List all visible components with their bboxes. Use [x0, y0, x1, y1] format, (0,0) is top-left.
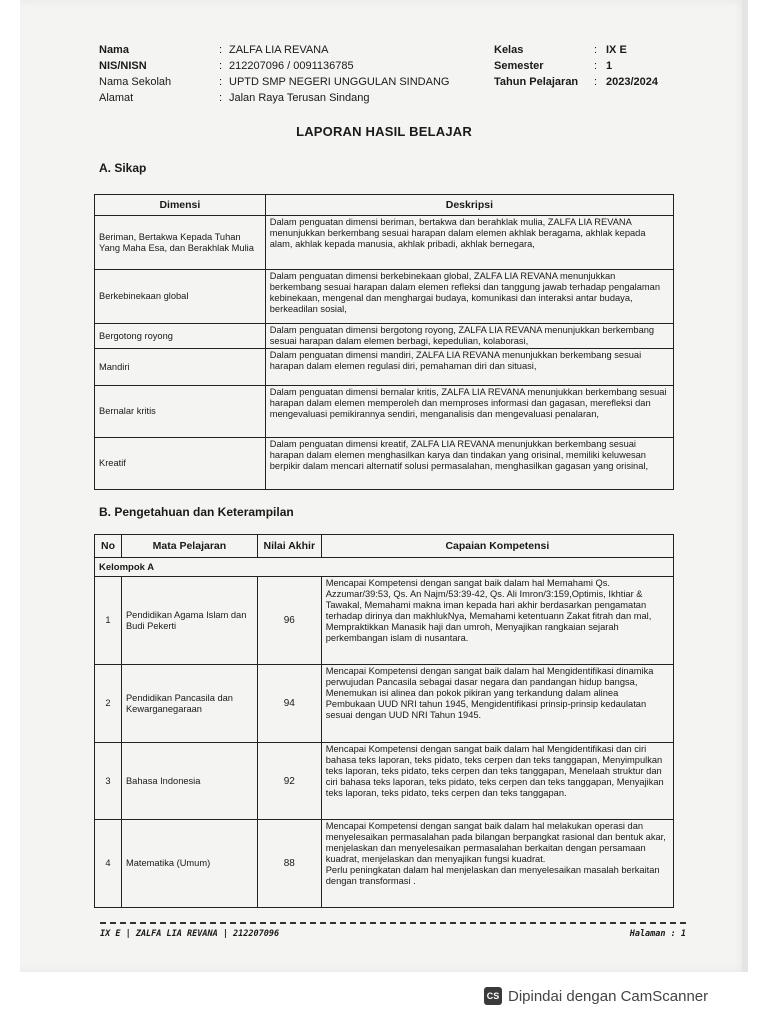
table-row [95, 577, 674, 665]
nilai-cell: 94 [257, 665, 321, 743]
scan-edge [742, 0, 748, 972]
no-header: No [95, 535, 122, 558]
table-row [95, 743, 674, 820]
section-b-heading: B. Pengetahuan dan Keterampilan [99, 505, 294, 519]
no-cell: 4 [95, 820, 122, 908]
school-label: Nama Sekolah [99, 76, 172, 88]
table-row [95, 216, 674, 270]
mapel-cell: Pendidikan Pancasila dan Kewarganegaraan [121, 665, 257, 743]
camscanner-watermark [484, 987, 708, 1005]
nilai-cell: 96 [257, 577, 321, 665]
page-number: Halaman : 1 [629, 929, 686, 939]
watermark-text: Dipindai dengan CamScanner [508, 987, 709, 1005]
nis-label: NIS/NISN [99, 60, 147, 72]
deskripsi-cell: Dalam penguatan dimensi bergotong royong, ZALFA LIA REVANA menunjukkan berkembang sesuai harapan dalam elemen berbagi, kepedulian, kolaborasi, [265, 324, 673, 349]
group-label: Kelompok A [95, 558, 674, 577]
deskripsi-cell: Dalam penguatan dimensi mandiri, ZALFA LIA REVANA menunjukkan berkembang sesuai harapan dalam elemen regulasi diri, pemahaman diri dan situasi, [265, 349, 673, 386]
table-row [95, 349, 674, 386]
address-value: Jalan Raya Terusan Sindang [229, 92, 370, 104]
class-value: IX E [606, 44, 627, 56]
capaian-header: Capaian Kompetensi [321, 535, 673, 558]
dimensi-header: Dimensi [95, 195, 266, 216]
capaian-cell: Mencapai Kompetensi dengan sangat baik dalam hal Mengidentifikasi dinamika perwujudan Pancasila sebagai dasar negara dan pandangan hidup bangsa, Menemukan isi alinea dan pokok pikiran yang terkandung dalam alinea Pembukaan UUD NRI tahun 1945, Mengidentifikasi prinsip-prinsip kedaulatan sesuai dengan UUD NRI Tahun 1945. [321, 665, 673, 743]
class-label: Kelas [494, 44, 524, 56]
capaian-cell: Mencapai Kompetensi dengan sangat baik dalam hal Mengidentifikasi dan ciri bahasa teks laporan, teks pidato, teks cerpen dan teks tanggapan, Menyimpulkan teks laporan, teks pidato, teks cerpen dan teks tanggapan, Menelaah struktur dan ciri bahasa teks laporan, teks pidato, teks cerpen dan teks tanggapan, Menyajikan teks laporan, teks pidato, teks cerpen dan teks tanggapan. [321, 743, 673, 820]
class-info: Kelas : IX E Semester : 1 Tahun Pelajaran : 2023/2024 [494, 44, 658, 88]
deskripsi-cell: Dalam penguatan dimensi beriman, bertakwa dan berahklak mulia, ZALFA LIA REVANA menunjukkan berkembang sesuai harapan dalam elemen akhlak beragama, akhlak kepada alam, akhlak kepada manusia, akhlak pribadi, akhlak bernegara, [265, 216, 673, 270]
nis-value: 212207096 / 0091136785 [229, 60, 354, 72]
camscanner-logo-icon: CS [484, 987, 502, 1005]
no-cell: 3 [95, 743, 122, 820]
school-value: UPTD SMP NEGERI UNGGULAN SINDANG [229, 76, 450, 88]
year-label: Tahun Pelajaran [494, 76, 579, 88]
mapel-cell: Pendidikan Agama Islam dan Budi Pekerti [121, 577, 257, 665]
page-footer [100, 922, 686, 939]
no-cell: 2 [95, 665, 122, 743]
report-title: LAPORAN HASIL BELAJAR [296, 124, 472, 139]
capaian-cell: Mencapai Kompetensi dengan sangat baik dalam hal melakukan operasi dan menyelesaikan permasalahan pada bilangan berpangkat rasional dan bentuk akar, menjelaskan dan menyelesaikan permasalahan berkaitan dengan persamaan kuadrat, menjelaskan dan menyajikan fungsi kuadrat. Perlu peningkatan dalam hal menjelaskan dan menyelesaikan masalah berkaitan dengan transformasi . [321, 820, 673, 908]
no-cell: 1 [95, 577, 122, 665]
deskripsi-cell: Dalam penguatan dimensi berkebinekaan global, ZALFA LIA REVANA menunjukkan berkembang sesuai harapan dalam elemen refleksi dan tanggung jawab terhadap pengalaman kebinekaan, mengenal dan menghargai budaya, komunikasi dan interaksi antar budaya, berkeadilan sosial, [265, 270, 673, 324]
table-row [95, 270, 674, 324]
year-value: 2023/2024 [606, 76, 658, 88]
knowledge-table [94, 534, 674, 908]
dimensi-cell: Mandiri [95, 349, 266, 386]
deskripsi-cell: Dalam penguatan dimensi kreatif, ZALFA LIA REVANA menunjukkan berkembang sesuai harapan dalam elemen menghasilkan karya dan tindakan yang orisinal, memiliki keluwesan berpikir dalam mencari alternatif solusi permasalahan, menghasilkan gagasan yang orisinal, [265, 438, 673, 490]
dimensi-cell: Bernalar kritis [95, 386, 266, 438]
table-row [95, 665, 674, 743]
semester-label: Semester [494, 60, 544, 72]
table-row [95, 438, 674, 490]
section-a-heading: A. Sikap [99, 161, 147, 175]
mapel-header: Mata Pelajaran [121, 535, 257, 558]
dimensi-cell: Bergotong royong [95, 324, 266, 349]
deskripsi-header: Deskripsi [265, 195, 673, 216]
dimensi-cell: Kreatif [95, 438, 266, 490]
name-label: Nama [99, 44, 129, 56]
mapel-cell: Matematika (Umum) [121, 820, 257, 908]
attitude-table [94, 194, 674, 490]
mapel-cell: Bahasa Indonesia [121, 743, 257, 820]
student-info: Nama : ZALFA LIA REVANA NIS/NISN : 212207096 / 0091136785 Nama Sekolah : UPTD SMP NEGERI UNGGULAN SINDANG Alamat : Jalan Raya Terusan Sindang [99, 44, 450, 104]
deskripsi-cell: Dalam penguatan dimensi bernalar kritis, ZALFA LIA REVANA menunjukkan berkembang sesuai harapan dalam elemen memperoleh dan memproses informasi dan gagasan, merefleksi dan mengevaluasi pemikirannya sendiri, menganalisis dan mengevaluasi penalaran, [265, 386, 673, 438]
table-row [95, 386, 674, 438]
nilai-cell: 92 [257, 743, 321, 820]
footer-info: IX E | ZALFA LIA REVANA | 212207096 [100, 929, 280, 939]
nilai-header: Nilai Akhir [257, 535, 321, 558]
dimensi-cell: Berkebinekaan global [95, 270, 266, 324]
nilai-cell: 88 [257, 820, 321, 908]
semester-value: 1 [606, 60, 613, 72]
capaian-cell: Mencapai Kompetensi dengan sangat baik dalam hal Memahami Qs. Azzumar/39:53, Qs. An Najm/53:39-42, Qs. Ali Imron/3:159,Optimis, Ikhtiar & Tawakal, Memahami makna iman kepada hari akhir berdasarkan pengamatan terhadap dirinya dan makhlukNya, Memahami ketentuann Zakat fitrah dan mal, Mempraktikkan Manasik haji dan umroh, Menyajikan rangkaian sejarah perkembangan islam di nusantara. [321, 577, 673, 665]
table-row [95, 324, 674, 349]
name-value: ZALFA LIA REVANA [229, 44, 329, 56]
dimensi-cell: Beriman, Bertakwa Kepada Tuhan Yang Maha Esa, dan Berakhlak Mulia [95, 216, 266, 270]
address-label: Alamat [99, 92, 134, 104]
table-row [95, 820, 674, 908]
